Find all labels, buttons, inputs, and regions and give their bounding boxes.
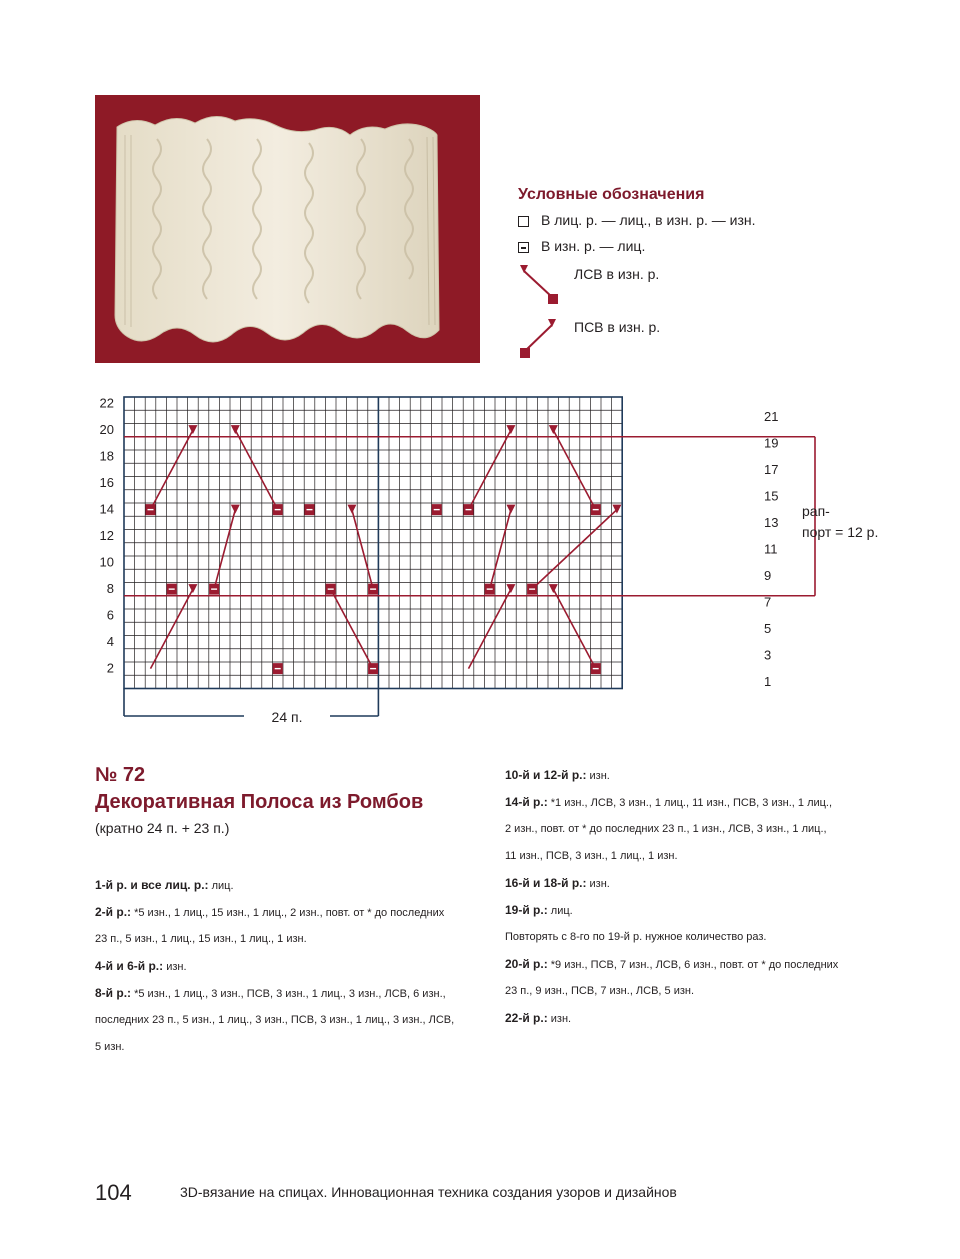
instruction-row-label: 1-й р. и все лиц. р.: — [95, 878, 209, 892]
row-label-left: 8 — [106, 581, 114, 597]
cable-cross-line — [469, 430, 511, 510]
instruction-text: изн. — [547, 1013, 572, 1025]
instruction-text: 5 изн. — [95, 1041, 125, 1053]
instruction-line — [95, 953, 487, 980]
row-label-right: 5 — [764, 620, 772, 636]
triangle-marker — [347, 505, 356, 514]
instruction-row-label: 16-й и 18-й р.: — [505, 876, 587, 890]
instruction-text: Повторять с 8-го по 19-й р. нужное количество раз. — [505, 931, 767, 943]
cable-cross-line — [553, 589, 595, 669]
legend-item-label: ПСВ в изн. р. — [574, 319, 661, 335]
instruction-text: изн. — [163, 961, 187, 973]
instruction-line — [505, 816, 885, 843]
instruction-text: 23 п., 5 изн., 1 лиц., 15 изн., 1 лиц., 1 изн. — [95, 933, 307, 945]
cable-cross-line — [532, 510, 617, 590]
instruction-text: 2 изн., повт. от * до последних 23 п., 1 изн., ЛСВ, 3 изн., 1 лиц., — [505, 823, 827, 835]
instruction-row-label: 14-й р.: — [505, 795, 548, 809]
row-label-right: 7 — [764, 594, 772, 610]
row-label-right: 15 — [764, 488, 779, 504]
row-label-right: 21 — [764, 408, 779, 424]
triangle-marker — [231, 505, 240, 514]
row-label-left: 20 — [99, 422, 114, 438]
instruction-text: лиц. — [208, 880, 234, 892]
instruction-row-label: 4-й и 6-й р.: — [95, 959, 164, 973]
instruction-text: *5 изн., 1 лиц., 15 изн., 1 лиц., 2 изн., повт. от * до последних — [131, 907, 445, 919]
instruction-line — [95, 1007, 487, 1034]
row-label-right: 13 — [764, 514, 779, 530]
row-label-left: 18 — [99, 448, 114, 464]
triangle-marker — [549, 425, 558, 434]
triangle-marker — [188, 584, 197, 593]
triangle-marker — [188, 425, 197, 434]
instruction-text: 23 п., 9 изн., ПСВ, 7 изн., ЛСВ, 5 изн. — [505, 985, 695, 997]
instruction-row-label: 20-й р.: — [505, 957, 548, 971]
cable-cross-line — [235, 430, 277, 510]
triangle-marker — [506, 425, 515, 434]
instruction-line — [505, 924, 885, 951]
instruction-line — [505, 843, 885, 870]
row-label-left: 14 — [99, 501, 114, 517]
cable-cross-line — [490, 510, 511, 590]
instruction-line — [505, 978, 885, 1005]
triangle-marker — [549, 584, 558, 593]
instruction-line — [95, 1034, 487, 1061]
instruction-text: изн. — [586, 770, 610, 782]
instruction-text: лиц. — [547, 905, 573, 917]
pattern-description — [95, 762, 487, 1053]
cable-cross-line — [214, 510, 235, 590]
instructions-left — [95, 872, 487, 1061]
instruction-row-label: 2-й р.: — [95, 905, 132, 919]
row-label-left: 4 — [106, 634, 114, 650]
instruction-line — [95, 872, 487, 899]
cable-cross-line — [352, 510, 373, 590]
row-label-left: 6 — [106, 607, 114, 623]
width-label: 24 п. — [271, 709, 303, 725]
legend-item-label: В изн. р. — лиц. — [541, 238, 646, 254]
row-label-right: 17 — [764, 461, 779, 477]
instruction-text: последних 23 п., 5 изн., 1 лиц., 3 изн., ПСВ, 3 изн., 1 лиц., 3 изн., ЛСВ, — [95, 1014, 455, 1026]
row-label-right: 9 — [764, 567, 772, 583]
instruction-row-label: 8-й р.: — [95, 986, 132, 1000]
instruction-text: 11 изн., ПСВ, 3 изн., 1 лиц., 1 изн. — [505, 850, 678, 862]
row-label-left: 2 — [106, 660, 114, 676]
instruction-line — [505, 951, 885, 978]
row-label-left: 10 — [99, 554, 114, 570]
instruction-row-label: 22-й р.: — [505, 1011, 548, 1025]
cable-cross-line — [469, 589, 511, 669]
repeat-label: порт = 12 р. — [802, 524, 879, 540]
row-label-right: 3 — [764, 647, 772, 663]
instruction-line — [505, 870, 885, 897]
pattern-name: Декоративная Полоса из Ромбов — [95, 791, 424, 813]
row-label-left: 16 — [99, 475, 114, 491]
legend-title: Условные обозначения — [518, 186, 705, 203]
page-number: 104 — [95, 1180, 132, 1205]
instruction-row-label: 10-й и 12-й р.: — [505, 768, 587, 782]
row-label-right: 11 — [764, 541, 778, 557]
row-label-left: 12 — [99, 528, 114, 544]
repeat-label: рап- — [802, 503, 830, 519]
legend-item-label: В лиц. р. — лиц., в изн. р. — изн. — [541, 212, 756, 228]
cable-cross-line — [553, 430, 595, 510]
instruction-line — [95, 980, 487, 1007]
instruction-text: *1 изн., ЛСВ, 3 изн., 1 лиц., 11 изн., ПСВ, 3 изн., 1 лиц., — [547, 797, 833, 809]
instruction-line — [505, 762, 885, 789]
instruction-line — [505, 897, 885, 924]
instruction-row-label: 19-й р.: — [505, 903, 548, 917]
row-label-right: 1 — [764, 673, 772, 689]
instruction-line — [505, 789, 885, 816]
instruction-line — [505, 1005, 885, 1032]
book-title: 3D-вязание на спицах. Инновационная техника создания узоров и дизайнов — [180, 1184, 677, 1200]
row-label-left: 22 — [99, 395, 114, 411]
pattern-number: № 72 — [95, 764, 146, 786]
instruction-text: *5 изн., 1 лиц., 3 изн., ПСВ, 3 изн., 1 лиц., 3 изн., ЛСВ, 6 изн., — [131, 988, 446, 1000]
triangle-marker — [506, 505, 515, 514]
instructions-right — [505, 762, 885, 1032]
instruction-text: *9 изн., ПСВ, 7 изн., ЛСВ, 6 изн., повт. от * до последних — [547, 959, 839, 971]
instruction-line — [95, 899, 487, 926]
legend-item-label: ЛСВ в изн. р. — [574, 266, 660, 282]
cable-cross-line — [331, 589, 373, 669]
row-label-right: 19 — [764, 435, 779, 451]
triangle-marker — [506, 584, 515, 593]
instruction-line — [95, 926, 487, 953]
instruction-text: изн. — [586, 878, 610, 890]
cable-cross-line — [151, 589, 193, 669]
triangle-marker — [231, 425, 240, 434]
cable-cross-line — [151, 430, 193, 510]
pattern-multiple: (кратно 24 п. + 23 п.) — [95, 820, 230, 836]
